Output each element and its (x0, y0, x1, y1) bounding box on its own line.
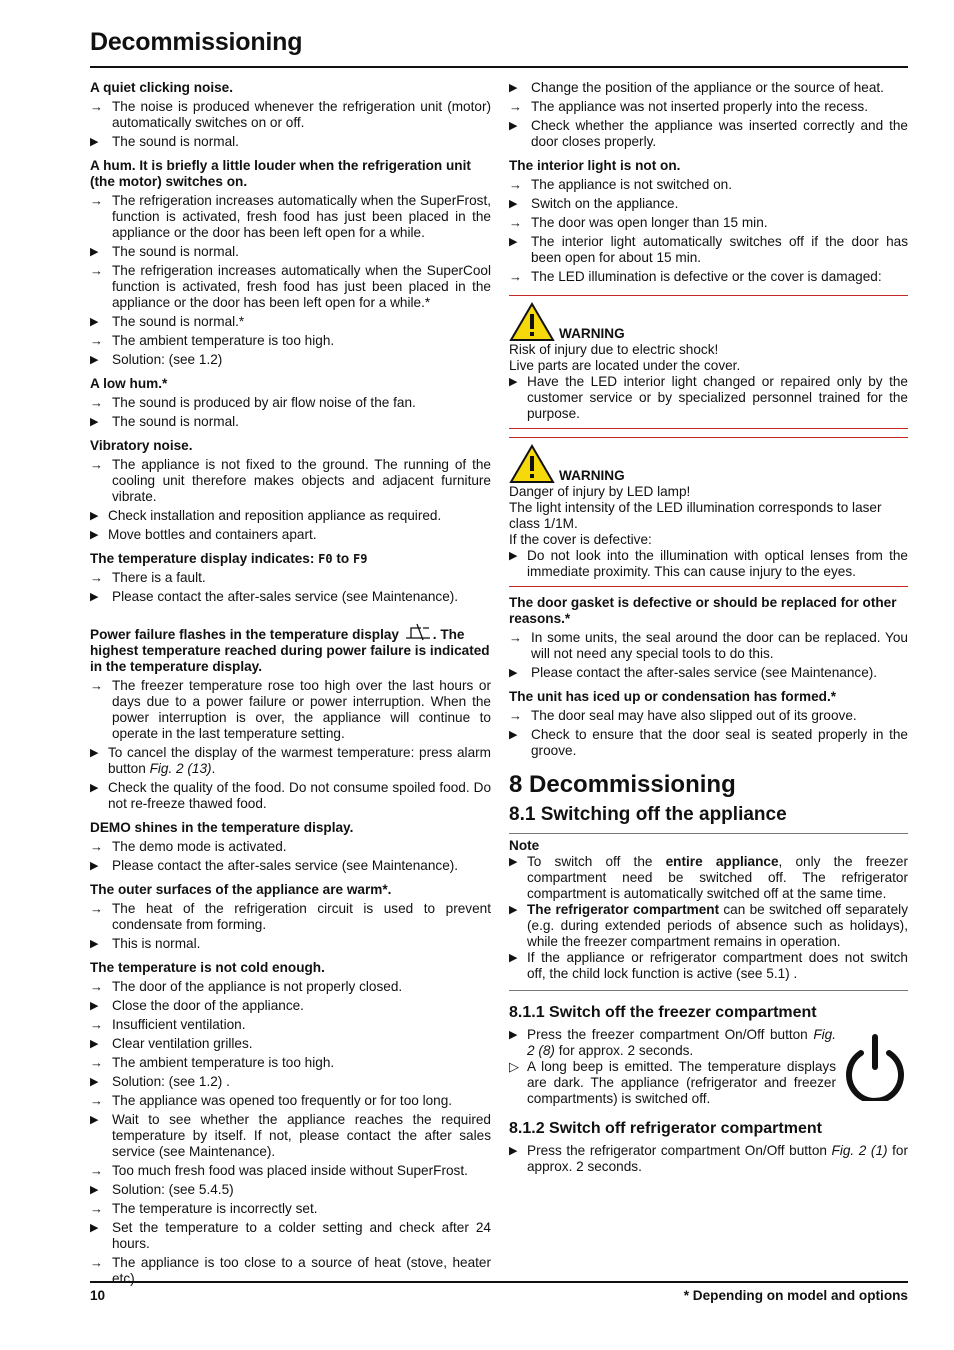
section-heading: The temperature display indicates: F0 to F9 (90, 551, 368, 566)
section-heading: The outer surfaces of the appliance are warm*. (90, 882, 392, 897)
triangle-icon: ▶ (509, 729, 518, 741)
cause-item: → The appliance was not inserted properly into the recess. (509, 99, 869, 114)
warning-triangle-icon (509, 302, 555, 342)
warning-text: If the cover is defective: (509, 532, 652, 547)
section-heading: The unit has iced up or condensation has formed.* (509, 689, 837, 704)
cause-item: → The refrigeration increases automatically when the SuperFrost, function is activated, fresh food has just been placed in the appliance or the door has been left open for a while. (90, 193, 491, 240)
arrow-icon: → (509, 708, 522, 723)
arrow-icon: → (509, 215, 522, 230)
cause-item: → The appliance was opened too frequently or for too long. (90, 1093, 453, 1108)
triangle-icon: ▶ (90, 591, 99, 603)
warning-label: WARNING (559, 468, 625, 483)
triangle-icon: ▶ (509, 667, 518, 679)
arrow-icon: → (509, 99, 522, 114)
action-item: ▶ Check the quality of the food. Do not consume spoiled food. Do not re-freeze thawed food. (90, 780, 491, 811)
note-item: ▶ If the appliance or refrigerator compartment does not switch off, the child lock function is active (see 5.1) . (509, 950, 908, 981)
action-item: ▶ Press the freezer compartment On/Off button Fig. 2 (8) for approx. 2 seconds. (509, 1027, 836, 1058)
triangle-icon: ▶ (509, 1145, 518, 1157)
action-item: ▶ Change the position of the appliance or the source of heat. (509, 80, 884, 95)
action-item: ▶ To cancel the display of the warmest temperature: press alarm button Fig. 2 (13). (90, 745, 491, 776)
figure-reference: Fig. 2 (1) (831, 1143, 888, 1158)
arrow-icon: → (90, 678, 103, 693)
triangle-icon: ▶ (90, 416, 99, 428)
cause-item: → Insufficient ventilation. (90, 1017, 246, 1032)
triangle-icon: ▶ (90, 246, 99, 258)
cause-item: → The ambient temperature is too high. (90, 333, 335, 348)
chapter-heading: 8 Decommissioning (509, 771, 736, 798)
arrow-icon: → (90, 1201, 103, 1216)
cause-item: → The door seal may have also slipped out of its groove. (509, 708, 857, 723)
triangle-icon: ▶ (90, 938, 99, 950)
left-column (90, 80, 491, 1287)
note-item: ▶ The refrigerator compartment can be switched off separately (e.g. during extended periods of absence such as holidays), while the freezer compartment remains in operation. (509, 902, 908, 949)
arrow-icon: → (509, 630, 522, 645)
triangle-icon: ▶ (509, 120, 518, 132)
action-item: ▶ Solution: (see 1.2) (90, 352, 223, 367)
section-heading: A quiet clicking noise. (90, 80, 234, 95)
action-item: ▶ Set the temperature to a colder setting and check after 24 hours. (90, 1220, 491, 1251)
cause-item: → The heat of the refrigeration circuit is used to prevent condensate from forming. (90, 901, 491, 932)
action-item: ▶ Wait to see whether the appliance reaches the required temperature by itself. If not, please contact the after sales service (see Maintenance). (90, 1112, 491, 1159)
action-item: ▶ Please contact the after-sales service (see Maintenance). (90, 858, 459, 873)
section-heading: Vibratory noise. (90, 438, 193, 453)
arrow-icon: → (90, 570, 103, 585)
triangle-icon: ▶ (90, 529, 99, 541)
arrow-icon: → (509, 177, 522, 192)
cause-item: → The appliance is too close to a source of heat (stove, heater etc). (90, 1255, 491, 1286)
triangle-icon: ▶ (509, 198, 518, 210)
action-item: ▶ Check to ensure that the door seal is seated properly in the groove. (509, 727, 908, 758)
arrow-icon: → (90, 457, 103, 472)
arrow-icon: → (90, 979, 103, 994)
action-item: ▶ The sound is normal. (90, 244, 239, 259)
note-box (509, 833, 908, 991)
action-item: ▶ Check whether the appliance was inserted correctly and the door closes properly. (509, 118, 908, 149)
warning-triangle-icon (509, 444, 555, 484)
action-item: ▶ The sound is normal.* (90, 314, 245, 329)
cause-item: → The noise is produced whenever the refrigeration unit (motor) automatically switches on or off. (90, 99, 491, 130)
warning-text: Live parts are located under the cover. (509, 358, 741, 373)
triangle-icon: ▶ (509, 856, 518, 868)
triangle-icon: ▶ (90, 782, 99, 794)
arrow-icon: → (90, 193, 103, 208)
action-item: ▶ Have the LED interior light changed or repaired only by the customer service or by specialized personnel trained for the purpose. (509, 374, 908, 421)
action-item: ▶ Solution: (see 5.4.5) (90, 1182, 234, 1197)
result-item: ▷ A long beep is emitted. The temperature displays are dark. The appliance (refrigerator and freezer compartments) is switched off. (509, 1059, 836, 1106)
action-item: ▶ Check installation and reposition appliance as required. (90, 508, 442, 523)
action-item: ▶ Clear ventilation grilles. (90, 1036, 253, 1051)
section-heading: The interior light is not on. (509, 158, 681, 173)
power-icon (842, 1031, 908, 1101)
cause-item: → The door of the appliance is not properly closed. (90, 979, 403, 994)
cause-item: → The sound is produced by air flow noise of the fan. (90, 395, 416, 410)
action-item: ▶ The sound is normal. (90, 134, 239, 149)
cause-item: → There is a fault. (90, 570, 206, 585)
triangle-icon: ▶ (90, 747, 99, 759)
triangle-icon: ▶ (90, 860, 99, 872)
triangle-icon: ▶ (509, 550, 518, 562)
section-heading: A hum. It is briefly a little louder when the refrigeration unit (the motor) switches on. (90, 158, 471, 189)
cause-item: → Too much fresh food was placed inside without SuperFrost. (90, 1163, 468, 1178)
action-item: ▶ Please contact the after-sales service (see Maintenance). (509, 665, 878, 680)
action-item: ▶ Please contact the after-sales service (see Maintenance). (90, 589, 459, 604)
section-heading: Power failure flashes in the temperature display . The highest temperature reached during power failure is indicated in the temperature display. (90, 622, 491, 675)
action-item: ▶ Solution: (see 1.2) . (90, 1074, 230, 1089)
cause-item: → The appliance is not fixed to the ground. The running of the cooling unit therefore makes objects and adjacent furniture vibrate. (90, 457, 491, 504)
action-item: ▶ The sound is normal. (90, 414, 239, 429)
arrow-icon: → (90, 1017, 103, 1032)
action-item: ▶ Switch on the appliance. (509, 196, 679, 211)
arrow-icon: → (90, 1255, 103, 1270)
cause-item: → The ambient temperature is too high. (90, 1055, 335, 1070)
triangle-icon: ▶ (90, 354, 99, 366)
triangle-icon: ▶ (509, 952, 518, 964)
arrow-icon: → (90, 395, 103, 410)
warning-box-led-lamp (509, 437, 908, 587)
triangle-icon: ▶ (90, 1000, 99, 1012)
triangle-icon: ▶ (90, 510, 99, 522)
footer-note: * Depending on model and options (683, 1288, 908, 1303)
cause-item: → In some units, the seal around the door can be replaced. You will not need any special tools to do this. (509, 630, 908, 661)
power-failure-icon (403, 622, 433, 642)
arrow-icon: → (90, 99, 103, 114)
figure-reference: Fig. 2 (8) (527, 1027, 836, 1058)
action-item: ▶ Press the refrigerator compartment On/Off button Fig. 2 (1) for approx. 2 seconds. (509, 1143, 909, 1174)
warning-text: Danger of injury by LED lamp! (509, 484, 691, 499)
cause-item: → The demo mode is activated. (90, 839, 287, 854)
triangle-icon: ▶ (90, 1076, 99, 1088)
triangle-icon: ▶ (509, 82, 518, 94)
section-heading: The door gasket is defective or should be replaced for other reasons.* (509, 595, 897, 626)
display-code: F0 (318, 552, 333, 566)
triangle-icon: ▶ (509, 236, 518, 248)
cause-item: → The LED illumination is defective or the cover is damaged: (509, 269, 882, 284)
page-title: Decommissioning (90, 28, 303, 56)
warning-box-electric-shock (509, 295, 908, 429)
subsection-heading-8-1-2: 8.1.2 Switch off refrigerator compartment (509, 1120, 822, 1137)
triangle-icon: ▶ (90, 316, 99, 328)
arrow-icon: → (90, 333, 103, 348)
arrow-icon: → (90, 1055, 103, 1070)
display-code: F9 (352, 552, 368, 566)
action-item: ▶ The interior light automatically switches off if the door has been open for about 15 min. (509, 234, 908, 265)
triangle-icon: ▶ (90, 136, 99, 148)
cause-item: → The freezer temperature rose too high over the last hours or days due to a power failure or power interruption. When the power interruption is over, the appliance will continue to operate in the last temperature setting. (90, 678, 491, 741)
page-number: 10 (90, 1288, 106, 1303)
action-item: ▶ Do not look into the illumination with optical lenses from the immediate proximity. This can cause injury to the eyes. (509, 548, 908, 579)
triangle-icon: ▶ (90, 1184, 99, 1196)
triangle-icon: ▶ (90, 1222, 99, 1234)
cause-item: → The appliance is not switched on. (509, 177, 733, 192)
section-heading: A low hum.* (90, 376, 168, 391)
triangle-icon: ▶ (509, 904, 518, 916)
freezer-off-instructions (509, 1027, 908, 1107)
note-label: Note (509, 838, 540, 853)
cause-item: → The door was open longer than 15 min. (509, 215, 768, 230)
action-item: ▶ This is normal. (90, 936, 201, 951)
action-item: ▶ Move bottles and containers apart. (90, 527, 317, 542)
result-triangle-icon: ▷ (509, 1059, 519, 1074)
triangle-icon: ▶ (509, 1029, 518, 1041)
arrow-icon: → (90, 901, 103, 916)
warning-text: The light intensity of the LED illumination corresponds to laser class 1/1M. (509, 500, 882, 531)
action-item: ▶ Close the door of the appliance. (90, 998, 304, 1013)
footer-rule (90, 1281, 908, 1283)
triangle-icon: ▶ (509, 376, 518, 388)
cause-item: → The refrigeration increases automatically when the SuperCool function is activated, fresh food has just been placed in the appliance or the door has been left open for a while.* (90, 263, 491, 310)
arrow-icon: → (90, 263, 103, 278)
subsection-heading-8-1-1: 8.1.1 Switch off the freezer compartment (509, 1004, 817, 1021)
triangle-icon: ▶ (90, 1114, 99, 1126)
section-heading: The temperature is not cold enough. (90, 960, 325, 975)
right-column (509, 80, 908, 1175)
section-heading: DEMO shines in the temperature display. (90, 820, 354, 835)
warning-label: WARNING (559, 326, 625, 341)
arrow-icon: → (90, 839, 103, 854)
title-rule (90, 66, 908, 68)
arrow-icon: → (90, 1093, 103, 1108)
figure-reference: Fig. 2 (13) (149, 761, 212, 776)
note-item: ▶ To switch off the entire appliance, only the freezer compartment need be switched off. The refrigerator compartment is automatically switched off at the same time. (509, 854, 908, 901)
section-heading-8-1: 8.1 Switching off the appliance (509, 804, 787, 825)
warning-text: Risk of injury due to electric shock! (509, 342, 719, 357)
cause-item: → The temperature is incorrectly set. (90, 1201, 318, 1216)
arrow-icon: → (509, 269, 522, 284)
arrow-icon: → (90, 1163, 103, 1178)
triangle-icon: ▶ (90, 1038, 99, 1050)
